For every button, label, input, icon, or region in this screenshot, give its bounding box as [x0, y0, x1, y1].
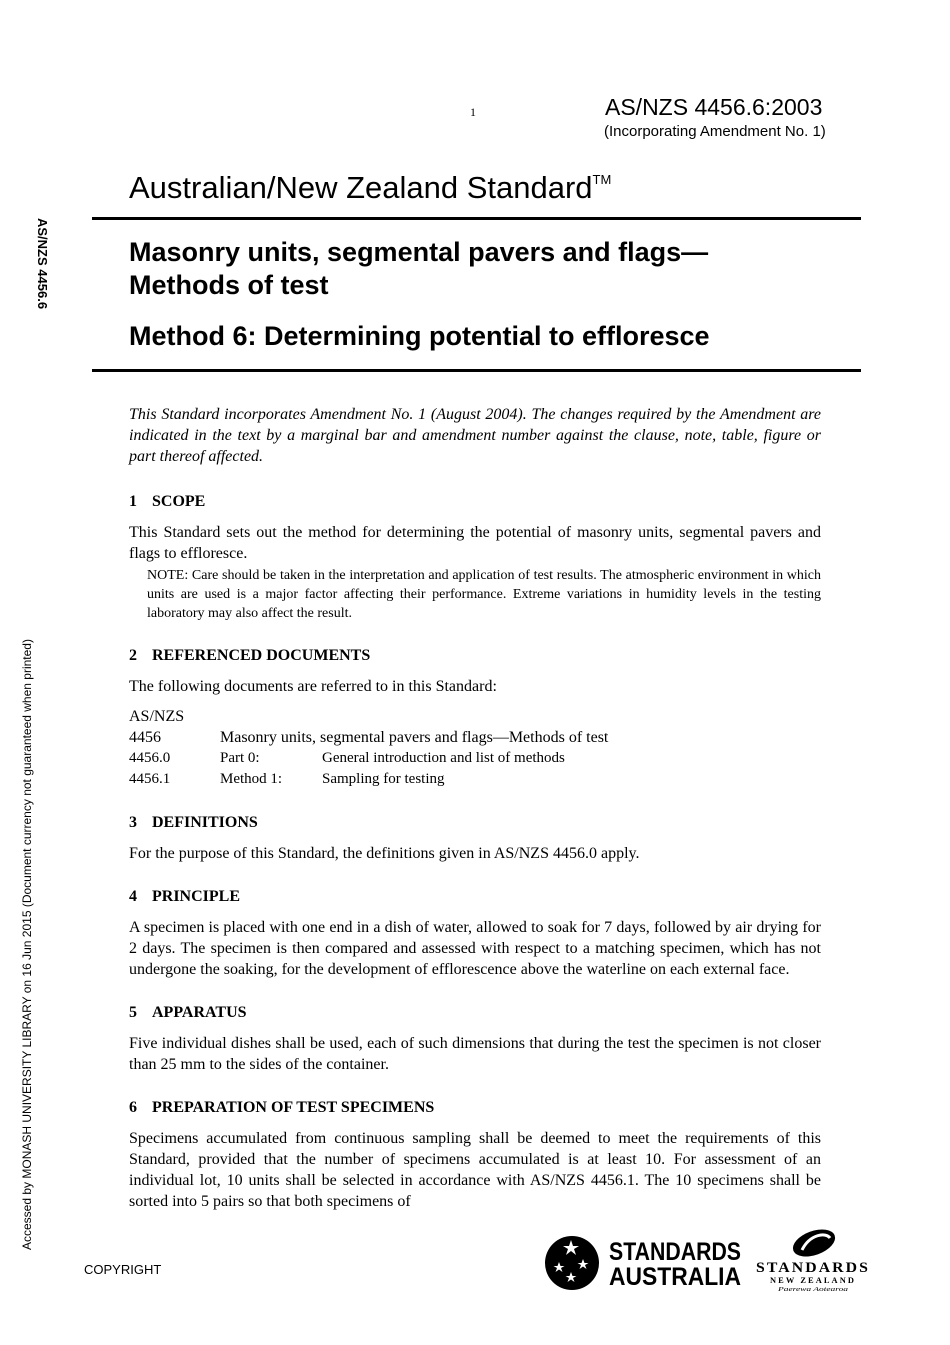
- reference-code: 4456.1: [129, 771, 171, 787]
- section-number: 6: [129, 1099, 137, 1116]
- reference-code: 4456: [129, 729, 161, 746]
- access-notice-text: Accessed by MONASH UNIVERSITY LIBRARY on 16 Jun 2015 (Document currency not guaranteed when printed): [20, 639, 34, 1250]
- references-text: The following documents are referred to in this Standard:: [129, 678, 497, 695]
- section-heading-apparatus: [129, 1002, 821, 1023]
- side-standard-code-text: AS/NZS 4456.6: [35, 218, 50, 310]
- logo-nz-line2: NEW ZEALAND: [770, 1276, 856, 1285]
- section-heading-principle: [129, 886, 821, 907]
- reference-prefix: AS/NZS: [129, 708, 185, 725]
- title-line-1: Masonry units, segmental pavers and flags—: [129, 237, 709, 267]
- standard-type-heading: [129, 170, 611, 206]
- amendment-intro: This Standard incorporates Amendment No. 1 (August 2004). The changes required by the Amendment are indicated in the text by a marginal bar and amendment number against the clause, note, table, figure or part thereof affected.: [129, 406, 821, 465]
- reference-part: Part 0:: [220, 750, 260, 766]
- koru-emblem: [789, 1224, 839, 1262]
- section-number: 3: [129, 814, 137, 831]
- section-heading-references: [129, 645, 821, 666]
- trademark-symbol: TM: [592, 172, 612, 187]
- principle-text: A specimen is placed with one end in a dish of water, allowed to soak for 7 days, followed by air drying for 2 days. The specimen is then compared and assessed with respect to a matching specimen, which has not undergone the soaking, for the development of efflorescence above the waterline on each external face.: [129, 919, 821, 978]
- reference-code: 4456.0: [129, 750, 171, 766]
- section-title: APPARATUS: [152, 1004, 247, 1021]
- copyright-notice: COPYRIGHT: [84, 1262, 162, 1277]
- access-notice: [20, 639, 40, 1270]
- reference-title: Masonry units, segmental pavers and flags—Methods of test: [220, 729, 609, 746]
- section-number: 1: [129, 493, 137, 510]
- title-line-2: Methods of test: [129, 270, 329, 300]
- preparation-text: Specimens accumulated from continuous sampling shall be deemed to meet the requirements of this Standard, provided that the number of specimens accumulated is at least 10. For assessment of an individual lot, 10 units shall be selected in accordance with AS/NZS 4456.1. The 10 specimens shall be sorted into 5 pairs so that both specimens of: [129, 1130, 821, 1210]
- document-title: [129, 236, 849, 302]
- section-heading-definitions: [129, 812, 821, 833]
- title-rule-bottom: [92, 369, 861, 372]
- reference-list: [129, 706, 821, 790]
- section-title: PREPARATION OF TEST SPECIMENS: [152, 1099, 435, 1116]
- section-title: PRINCIPLE: [152, 888, 241, 905]
- section-title: REFERENCED DOCUMENTS: [152, 647, 371, 664]
- reference-title: General introduction and list of methods: [322, 750, 565, 766]
- standards-new-zealand-logo: [752, 1228, 874, 1294]
- section-number: 4: [129, 888, 137, 905]
- title-rule-top: [92, 217, 861, 220]
- standards-australia-logo: [545, 1234, 745, 1292]
- scope-note: NOTE: Care should be taken in the interpretation and application of test results. The atmospheric environment in which units are used is a major factor affecting their performance. Extreme variations in humidity levels in the testing laboratory may also affect the result.: [147, 568, 821, 621]
- logo-nz-line1: STANDARDS: [756, 1260, 870, 1276]
- document-body: [129, 404, 821, 1212]
- logo-sa-line2: AUSTRALIA: [609, 1263, 741, 1291]
- section-number: 5: [129, 1004, 137, 1021]
- standard-type-text: Australian/New Zealand Standard: [129, 170, 593, 205]
- section-title: DEFINITIONS: [152, 814, 258, 831]
- page-number: 1: [470, 105, 476, 119]
- logo-nz-line3: Paerewa Aotearoa: [776, 1287, 848, 1293]
- reference-part: Method 1:: [220, 771, 283, 787]
- standard-number: AS/NZS 4456.6:2003: [605, 94, 823, 120]
- section-number: 2: [129, 647, 137, 664]
- logo-sa-line1: STANDARDS: [609, 1238, 741, 1266]
- section-title: SCOPE: [152, 493, 206, 510]
- amendment-note: (Incorporating Amendment No. 1): [604, 123, 826, 140]
- reference-title: Sampling for testing: [322, 771, 445, 787]
- definitions-text: For the purpose of this Standard, the definitions given in AS/NZS 4456.0 apply.: [129, 845, 640, 862]
- scope-text: This Standard sets out the method for determining the potential of masonry units, segmental pavers and flags to effloresce.: [129, 524, 821, 562]
- apparatus-text: Five individual dishes shall be used, each of such dimensions that during the test the specimen is not closer than 25 mm to the sides of the container.: [129, 1035, 821, 1073]
- side-standard-code: [33, 218, 53, 338]
- section-heading-preparation: [129, 1097, 821, 1118]
- method-title: Method 6: Determining potential to effloresce: [129, 321, 710, 351]
- section-heading-scope: [129, 491, 821, 512]
